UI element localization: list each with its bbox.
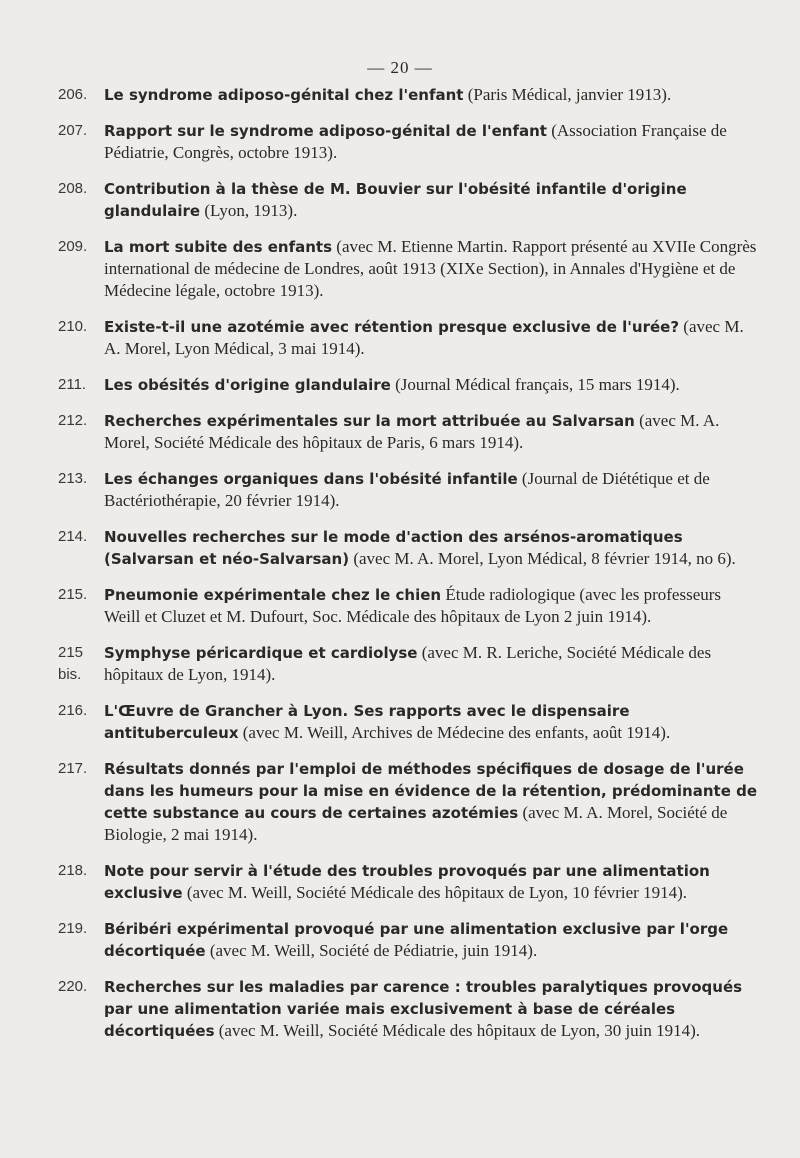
entry-title: Recherches sur les maladies par carence : troubles paralytiques provoqués par une alimentation variée mais exclusivement à base de céréales décortiquées <box>104 978 743 1040</box>
entry-title: Résultats donnés par l'emploi de méthodes spécifiques de dosage de l'urée dans les humeurs pour la mise en évidence de la rétention, prédominante de cette substance au cours de certaines azotémies <box>104 760 758 822</box>
entry-number: 216. <box>58 702 88 719</box>
bibliography-entry <box>58 642 758 686</box>
entry-title: Rapport sur le syndrome adiposo-génital de l'enfant <box>104 122 547 140</box>
entry-number: 215. <box>58 586 88 603</box>
bibliography-entry <box>58 700 758 744</box>
bibliography-entry <box>58 584 758 628</box>
entry-title: Pneumonie expérimentale chez le chien <box>104 586 442 604</box>
entry-title: Le syndrome adiposo-génital chez l'enfant <box>104 86 464 104</box>
entry-number: 212. <box>58 412 88 429</box>
entry-details: (Journal de Diététique et de Bactériothérapie, 20 février 1914). <box>104 469 710 510</box>
entry-number: 208. <box>58 180 88 197</box>
entry-number: 210. <box>58 318 88 335</box>
entry-number: 207. <box>58 122 88 139</box>
entry-details: (avec M. A. Morel, Société de Biologie, 2 mai 1914). <box>104 803 728 844</box>
entry-title: Nouvelles recherches sur le mode d'action des arsénos-aromatiques (Salvarsan et néo-Salvarsan) <box>104 528 683 568</box>
entry-details: (Paris Médical, janvier 1913). <box>467 85 672 104</box>
entry-details: (avec M. Weill, Société de Pédiatrie, juin 1914). <box>209 941 538 960</box>
bibliography-entry <box>58 976 758 1042</box>
entry-title: Les échanges organiques dans l'obésité infantile <box>104 470 518 488</box>
entry-details: (avec M. Etienne Martin. Rapport présenté au XVIIe Congrès international de médecine de Londres, août 1913 (XIXe Section), in Annales d'Hygiène et de Médecine légale, octobre 1913). <box>104 237 757 300</box>
entry-details: (avec M. R. Leriche, Société Médicale des hôpitaux de Lyon, 1914). <box>104 643 712 684</box>
bibliography-entry <box>58 120 758 164</box>
bibliography-entry <box>58 374 758 396</box>
entry-details: (Journal Médical français, 15 mars 1914). <box>395 375 680 394</box>
entry-details: (avec M. A. Morel, Lyon Médical, 3 mai 1914). <box>104 317 744 358</box>
bibliography-entry <box>58 178 758 222</box>
entry-number: 214. <box>58 528 88 545</box>
entry-title: Existe-t-il une azotémie avec rétention presque exclusive de l'urée? <box>104 318 680 336</box>
entry-number: 209. <box>58 238 88 255</box>
entry-details: (avec M. Weill, Archives de Médecine des enfants, août 1914). <box>242 723 671 742</box>
entry-title: Béribéri expérimental provoqué par une alimentation exclusive par l'orge décortiquée <box>104 920 729 960</box>
bibliography-entry <box>58 236 758 302</box>
page-number: — 20 — <box>367 58 433 77</box>
entry-title: La mort subite des enfants <box>104 238 333 256</box>
entry-number: 211. <box>58 376 87 393</box>
bibliography-entry <box>58 84 758 106</box>
entry-details: Étude radiologique (avec les professeurs Weill et Cluzet et M. Dufourt, Soc. Médicale des hôpitaux de Lyon 2 juin 1914). <box>104 585 722 626</box>
entry-details: (avec M. Weill, Société Médicale des hôpitaux de Lyon, 30 juin 1914). <box>218 1021 701 1040</box>
entry-number: 219. <box>58 920 88 937</box>
entry-number: 218. <box>58 862 88 879</box>
entry-number: 217. <box>58 760 88 777</box>
bibliography-list <box>58 84 758 1056</box>
bibliography-entry <box>58 410 758 454</box>
entry-number: 220. <box>58 978 88 995</box>
bibliography-entry <box>58 468 758 512</box>
entry-number: 213. <box>58 470 88 487</box>
entry-details: (avec M. Weill, Société Médicale des hôpitaux de Lyon, 10 février 1914). <box>186 883 687 902</box>
entry-details: (avec M. A. Morel, Lyon Médical, 8 février 1914, no 6). <box>353 549 736 568</box>
bibliography-entry <box>58 758 758 846</box>
entry-title: Les obésités d'origine glandulaire <box>104 376 391 394</box>
entry-title: Note pour servir à l'étude des troubles provoqués par une alimentation exclusive <box>104 862 710 902</box>
entry-details: (Association Française de Pédiatrie, Congrès, octobre 1913). <box>104 121 727 162</box>
entry-details: (avec M. A. Morel, Société Médicale des hôpitaux de Paris, 6 mars 1914). <box>104 411 720 452</box>
bibliography-entry <box>58 918 758 962</box>
entry-title: Contribution à la thèse de M. Bouvier sur l'obésité infantile d'origine glandulaire <box>104 180 687 220</box>
entry-title: Symphyse péricardique et cardiolyse <box>104 644 418 662</box>
bibliography-entry <box>58 316 758 360</box>
entry-number: 206. <box>58 86 88 103</box>
entry-number: 215 bis. <box>58 644 84 683</box>
entry-title: Recherches expérimentales sur la mort attribuée au Salvarsan <box>104 412 635 430</box>
entry-title: L'Œuvre de Grancher à Lyon. Ses rapports avec le dispensaire antituberculeux <box>104 702 630 742</box>
entry-details: (Lyon, 1913). <box>204 201 298 220</box>
bibliography-entry <box>58 860 758 904</box>
bibliography-entry <box>58 526 758 570</box>
